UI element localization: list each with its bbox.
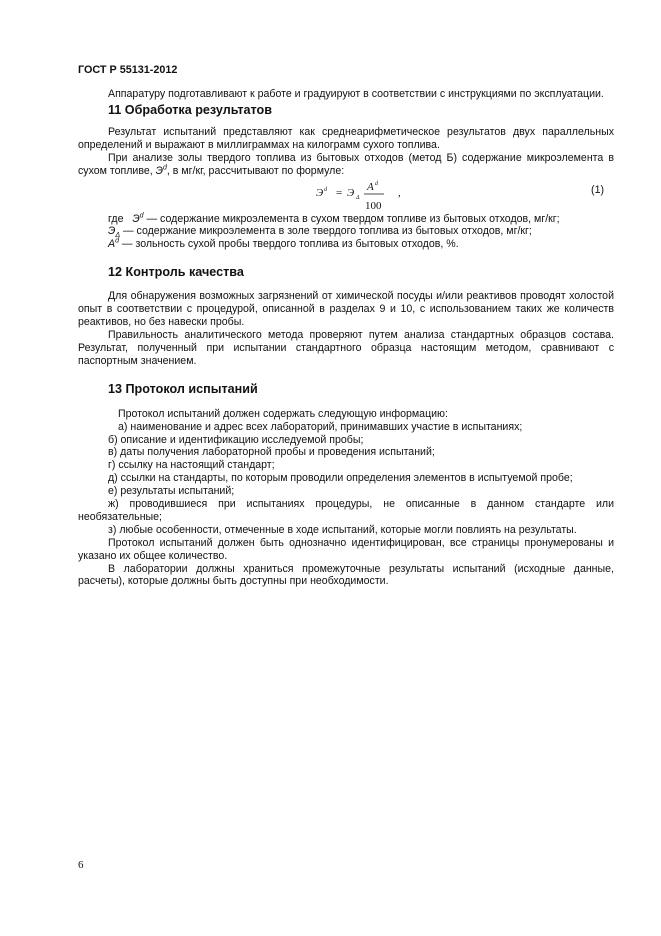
section-13-intro: Протокол испытаний должен содержать следующую информацию: [118,407,448,420]
list-item: в) даты получения лабораторной пробы и проведения испытаний; [108,446,435,459]
section-12-paragraph-1: Для обнаружения возможных загрязнений от химической посуды и/или реактивов проводят холостой опыт в соответствии с процедурой, описанной в разделах 9 и 10, с использованием таких же количеств реактивов, но без навески пробы. [78,290,614,329]
page-content [78,88,614,588]
list-item: д) ссылки на стандарты, по которым проводили определения элементов в испытуемой пробе; [108,472,573,485]
formula-rhs: Э [347,186,355,199]
list-item: з) любые особенности, отмеченные в ходе испытаний, которые могли повлиять на результаты. [108,523,577,536]
formula-rhs-sub: Δ [356,194,360,201]
section-13-paragraph-after-1: Протокол испытаний должен быть однозначно идентифицирован, все страницы пронумерованы и указано их общее количество. [78,536,614,562]
document-header: ГОСТ Р 55131-2012 [78,64,178,76]
symbol-e-dry: $Э^d$ [155,164,167,177]
formula-denominator: 100 [365,199,382,212]
formula-1 [316,178,416,212]
section-13-heading: 13 Протокол испытаний [108,381,258,396]
formula-number: (1) [591,183,604,196]
list-item: ж) проводившиеся при испытаниях процедуры, не описанные в данном стандарте или необязательные; [78,498,614,523]
section-12-paragraph-2: Правильность аналитического метода проверяют путем анализа стандартных образцов состава. Результат, полученный при испытании стандартного образца настоящим методом, сравнивают с паспортным значением. [78,328,614,367]
formula-numerator: A [367,180,374,193]
section-11-heading: 11 Обработка результатов [108,102,272,117]
formula-comma: , [398,186,401,199]
section-13-paragraph-after-2: В лаборатории должны храниться промежуточные результаты испытаний (исходные данные, расчеты), которые должны быть доступны при необходимости. [78,562,614,588]
legend-item: $A^d$ — зольность сухой пробы твердого топлива из бытовых отходов, %. [108,237,459,251]
legend-item: где $Э^d$ — содержание микроэлемента в сухом твердом топливе из бытовых отходов, мг/кг; [108,212,560,225]
section-11-paragraph-2-tail: , в мг/кг, рассчитывают по формуле: [166,164,345,177]
formula-lhs: Э [316,186,324,199]
formula-numerator-sup: d [375,180,378,187]
section-12-heading: 12 Контроль качества [108,265,244,280]
section-11-paragraph-2 [78,152,614,178]
legend-item: $Э_\Delta$ — содержание микроэлемента в золе твердого топлива из бытовых отходов, мг/кг; [108,225,532,240]
formula-eq: = [336,186,343,199]
intro-paragraph: Аппаратуру подготавливают к работе и градуируют в соответствии с инструкциями по эксплуатации. [108,88,604,100]
list-item: а) наименование и адрес всех лабораторий, принимавших участие в испытаниях; [118,420,523,433]
section-11-paragraph-1: Результат испытаний представляют как среднеарифметическое результатов двух параллельных определений и выражают в миллиграммах на килограмм сухого топлива. [78,125,614,151]
formula-row [78,178,614,212]
page-number: 6 [78,859,84,871]
formula-lhs-sup: d [324,186,327,193]
section-11-paragraph-2-text: При анализе золы твердого топлива из бытовых отходов (метод Б) содержание микроэлемента в сухом топливе, [78,151,614,177]
list-item: г) ссылку на настоящий стандарт; [108,459,275,472]
list-item: е) результаты испытаний; [108,485,235,498]
list-item: б) описание и идентификацию исследуемой пробы; [108,433,364,446]
formula-legend [78,213,614,252]
